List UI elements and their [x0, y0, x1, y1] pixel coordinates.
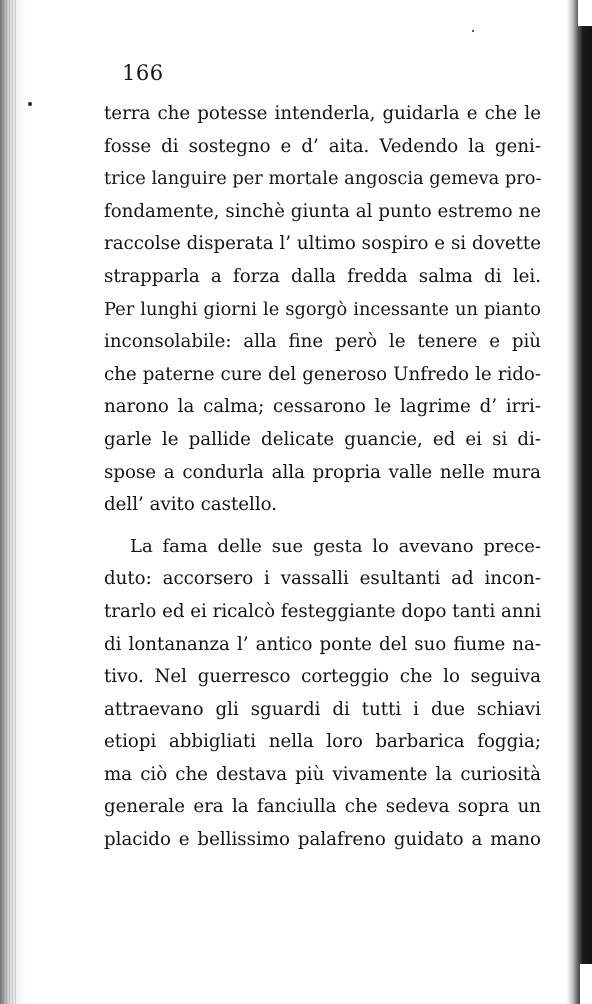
- text-line: narono la calma; cessarono le lagrime d’ irri-: [104, 396, 541, 418]
- page-edge-notch-top: [578, 0, 592, 26]
- text-line: trarlo ed ei ricalcò festeggiante dopo tanti anni: [104, 600, 542, 622]
- text-line: inconsolabile: alla fine però le tenere e più: [104, 331, 541, 353]
- ink-speck: [472, 30, 474, 32]
- text-line: generale era la fanciulla che sedeva sopra un: [104, 796, 541, 818]
- paragraph: [104, 98, 541, 522]
- text-line: fondamente, sinchè giunta al punto estremo ne: [104, 200, 541, 222]
- text-line: duto: accorsero i vassalli esultanti ad incon-: [104, 568, 541, 590]
- ink-speck: [28, 102, 32, 106]
- text-line: strapparla a forza dalla fredda salma di lei.: [104, 265, 541, 287]
- page-edge-right: [566, 0, 592, 1004]
- page-edge-notch-bottom: [580, 964, 592, 1004]
- text-line: trice languire per mortale angoscia gemeva pro-: [104, 168, 542, 190]
- text-line: ma ciò che destava più vivamente la curiosità: [104, 763, 541, 785]
- text-line: spose a condurla alla propria valle nelle mura: [104, 461, 541, 483]
- page-stack-lines: [3, 0, 17, 1004]
- text-line: Per lunghi giorni le sgorgò incessante un pianto: [104, 298, 541, 320]
- text-line: raccolse disperata l’ ultimo sospiro e si dovette: [104, 233, 541, 255]
- text-line: placido e bellissimo palafreno guidato a mano: [104, 829, 541, 851]
- paragraph: [104, 531, 541, 857]
- text-line: attraevano gli sguardi di tutti i due schiavi: [104, 698, 541, 720]
- text-line: etiopi abbigliati nella loro barbarica foggia;: [104, 731, 541, 753]
- text-line: garle le pallide delicate guancie, ed ei si di-: [104, 428, 541, 450]
- paragraph-gap: [104, 522, 541, 531]
- text-line: La fama delle sue gesta lo avevano prece-: [130, 535, 541, 557]
- text-line: tivo. Nel guerresco corteggio che lo seguiva: [104, 666, 541, 688]
- page-number: 166: [122, 61, 164, 85]
- body-text: [104, 98, 541, 857]
- text-line: dell’ avito castello.: [104, 494, 278, 516]
- text-line: di lontananza l’ antico ponte del suo fiume na-: [104, 633, 541, 655]
- text-line: terra che potesse intenderla, guidarla e che le: [104, 103, 541, 124]
- text-line: che paterne cure del generoso Unfredo le rido-: [104, 363, 541, 385]
- text-line: fosse di sostegno e d’ aita. Vedendo la geni-: [104, 135, 541, 157]
